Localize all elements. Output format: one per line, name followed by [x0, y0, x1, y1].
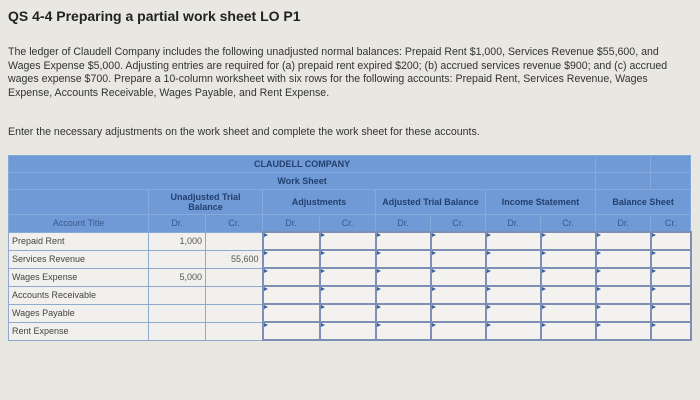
is-cr-input[interactable] [541, 286, 596, 304]
bs-cr-input[interactable] [651, 250, 691, 268]
atb-cr-input[interactable] [431, 250, 486, 268]
work-sheet-table [8, 155, 692, 341]
unadjusted-dr: 1,000 [149, 232, 206, 250]
bs-dr-input[interactable] [596, 322, 651, 340]
account-title: Rent Expense [9, 322, 149, 340]
adj-cr-input[interactable] [320, 268, 376, 286]
table-row [9, 268, 691, 286]
adj-dr-input[interactable] [263, 322, 320, 340]
unadjusted-dr [149, 286, 206, 304]
bs-cr-input[interactable] [651, 322, 691, 340]
adj-cr-input[interactable] [320, 232, 376, 250]
adj-dr-input[interactable] [263, 286, 320, 304]
is-cr-input[interactable] [541, 322, 596, 340]
dr-header: Dr. [149, 215, 206, 233]
is-dr-input[interactable] [486, 268, 541, 286]
group-income-statement: Income Statement [486, 190, 596, 215]
adj-dr-input[interactable] [263, 250, 320, 268]
is-cr-input[interactable] [541, 232, 596, 250]
dr-header: Dr. [263, 215, 320, 233]
group-adjusted-trial-balance: Adjusted Trial Balance [376, 190, 486, 215]
atb-dr-input[interactable] [376, 304, 431, 322]
atb-cr-input[interactable] [431, 304, 486, 322]
adj-cr-input[interactable] [320, 250, 376, 268]
question-text: The ledger of Claudell Company includes the following unadjusted normal balances: Prepaid Rent $1,000, Services Revenue $55,600, and Wages Expense $5,000. Adjusting entries are required for (a) prepaid rent expired $200; (b) accrued services revenue $900; and (c) accrued wages expense $700. Prepare a 10-column worksheet with six rows for the following accounts: Prepaid Rent, Services Revenue, Wages Expense, Accounts Receivable, Wages Payable, and Rent Expense. [8, 46, 668, 99]
bs-cr-input[interactable] [651, 304, 691, 322]
account-title: Services Revenue [9, 250, 149, 268]
atb-dr-input[interactable] [376, 322, 431, 340]
unadjusted-cr [206, 268, 263, 286]
atb-cr-input[interactable] [431, 232, 486, 250]
unadjusted-dr: 5,000 [149, 268, 206, 286]
cr-header: Cr. [320, 215, 376, 233]
bs-dr-input[interactable] [596, 304, 651, 322]
account-title-header: Account Title [9, 215, 149, 233]
table-row [9, 286, 691, 304]
adj-cr-input[interactable] [320, 304, 376, 322]
account-title: Prepaid Rent [9, 232, 149, 250]
is-dr-input[interactable] [486, 304, 541, 322]
unadjusted-cr [206, 304, 263, 322]
table-row [9, 232, 691, 250]
unadjusted-dr [149, 304, 206, 322]
group-unadjusted-trial-balance: Unadjusted Trial Balance [149, 190, 263, 215]
is-dr-input[interactable] [486, 232, 541, 250]
account-title: Wages Expense [9, 268, 149, 286]
bs-dr-input[interactable] [596, 268, 651, 286]
company-name: CLAUDELL COMPANY [9, 156, 596, 173]
question-title: QS 4-4 Preparing a partial work sheet LO P1 [8, 8, 301, 24]
atb-dr-input[interactable] [376, 268, 431, 286]
bs-cr-input[interactable] [651, 232, 691, 250]
adj-cr-input[interactable] [320, 322, 376, 340]
cr-header: Cr. [541, 215, 596, 233]
is-dr-input[interactable] [486, 286, 541, 304]
account-title: Accounts Receivable [9, 286, 149, 304]
cr-header: Cr. [431, 215, 486, 233]
is-cr-input[interactable] [541, 250, 596, 268]
dr-header: Dr. [486, 215, 541, 233]
atb-cr-input[interactable] [431, 286, 486, 304]
unadjusted-cr [206, 286, 263, 304]
group-balance-sheet: Balance Sheet [596, 190, 691, 215]
unadjusted-cr: 55,600 [206, 250, 263, 268]
bs-cr-input[interactable] [651, 268, 691, 286]
sheet-name: Work Sheet [9, 173, 596, 190]
cr-header: Cr. [206, 215, 263, 233]
bs-dr-input[interactable] [596, 232, 651, 250]
unadjusted-cr [206, 232, 263, 250]
is-cr-input[interactable] [541, 304, 596, 322]
bs-dr-input[interactable] [596, 286, 651, 304]
is-dr-input[interactable] [486, 250, 541, 268]
account-title: Wages Payable [9, 304, 149, 322]
instruction-text: Enter the necessary adjustments on the work sheet and complete the work sheet for these accounts. [8, 126, 480, 138]
adj-dr-input[interactable] [263, 304, 320, 322]
table-row [9, 250, 691, 268]
table-row [9, 322, 691, 340]
bs-dr-input[interactable] [596, 250, 651, 268]
atb-dr-input[interactable] [376, 286, 431, 304]
atb-dr-input[interactable] [376, 232, 431, 250]
atb-cr-input[interactable] [431, 322, 486, 340]
table-row [9, 304, 691, 322]
is-dr-input[interactable] [486, 322, 541, 340]
dr-header: Dr. [596, 215, 651, 233]
adj-dr-input[interactable] [263, 232, 320, 250]
unadjusted-dr [149, 250, 206, 268]
atb-dr-input[interactable] [376, 250, 431, 268]
atb-cr-input[interactable] [431, 268, 486, 286]
dr-header: Dr. [376, 215, 431, 233]
unadjusted-cr [206, 322, 263, 340]
cr-header: Cr. [651, 215, 691, 233]
adj-cr-input[interactable] [320, 286, 376, 304]
unadjusted-dr [149, 322, 206, 340]
is-cr-input[interactable] [541, 268, 596, 286]
bs-cr-input[interactable] [651, 286, 691, 304]
adj-dr-input[interactable] [263, 268, 320, 286]
group-adjustments: Adjustments [263, 190, 376, 215]
